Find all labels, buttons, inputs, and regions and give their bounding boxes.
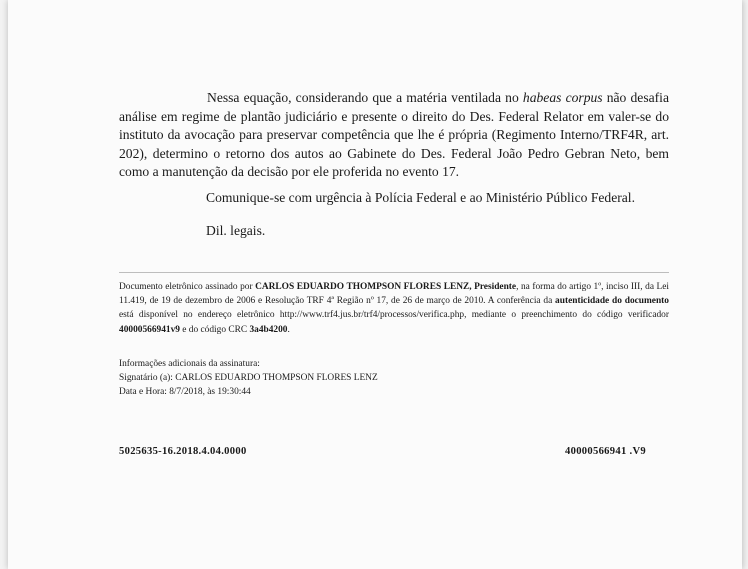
process-number: 5025635-16.2018.4.04.0000 xyxy=(119,446,247,457)
additional-info-block xyxy=(119,357,669,400)
decision-paragraph-1 xyxy=(119,89,669,182)
signatory-line: Signatário (a): CARLOS EDUARDO THOMPSON FLORES LENZ xyxy=(119,373,378,384)
signature-block xyxy=(119,280,669,337)
decision-paragraph-3: Dil. legais. xyxy=(206,223,266,238)
verification-text: está disponível no endereço eletrônico http://www.trf4.jus.br/trf4/processos/verifica.php, mediante o preenchimento do código verificador xyxy=(119,310,669,321)
signature-end: . xyxy=(287,324,290,335)
document-page xyxy=(8,0,742,569)
datetime-line: Data e Hora: 8/7/2018, às 19:30:44 xyxy=(119,387,251,398)
additional-info-heading: Informações adicionais da assinatura: xyxy=(119,359,260,369)
signature-prefix: Documento eletrônico assinado por xyxy=(119,282,256,292)
paragraph-1-rest: não desafia análise em regime de plantão judiciário e presente o direito do Des. Federal Relator em valer-se do instituto da avocação para preservar competência que lhe é própria (Regimento Interno/TRF4R, art. 202), determino o retorno dos autos ao Gabinete do Des. Federal João Pedro Gebran Neto, bem como a manutenção da decisão por ele proferida no evento 17. xyxy=(119,90,669,180)
decision-paragraph-2: Comunique-se com urgência à Polícia Federal e ao Ministério Público Federal. xyxy=(206,190,635,205)
signer-name: CARLOS EDUARDO THOMPSON FLORES LENZ, Presidente xyxy=(255,282,517,292)
signature-divider xyxy=(119,272,669,273)
crc-label: e do código CRC xyxy=(179,324,250,335)
document-code: 40000566941 .V9 xyxy=(565,446,647,457)
authenticity-label: autenticidade do documento xyxy=(555,296,669,307)
signature-legal-text: , na forma do artigo 1º, inciso III, da Lei 11.419, de 19 de dezembro de 2006 e Resolução TRF 4ª Região nº 17, de 26 de março de 2010. A conferência da xyxy=(119,282,670,307)
crc-code: 3a4b4200 xyxy=(249,324,288,335)
verifier-code: 40000566941v9 xyxy=(119,324,180,335)
habeas-corpus-term: habeas corpus xyxy=(522,90,603,105)
paragraph-1-start: Nessa equação, considerando que a matéria ventilada no xyxy=(207,90,523,105)
